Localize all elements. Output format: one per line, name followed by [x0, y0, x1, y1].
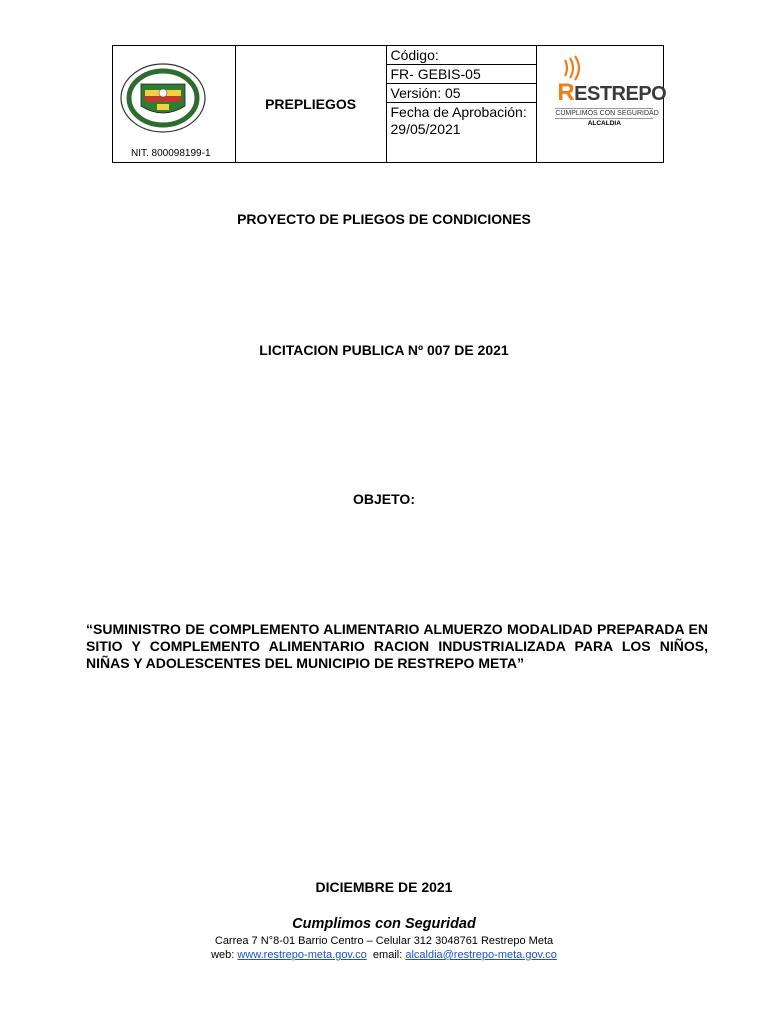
brand-slogan: CUMPLIMOS CON SEGURIDAD: [555, 110, 659, 117]
doc-date: DICIEMBRE DE 2021: [315, 879, 453, 895]
objeto-label: OBJETO:: [353, 491, 415, 507]
licitacion-title: LICITACION PUBLICA Nº 007 DE 2021: [259, 342, 509, 358]
doc-heading: PROYECTO DE PLIEGOS DE CONDICIONES: [237, 211, 531, 227]
footer-contact: [0, 949, 768, 961]
municipal-seal-icon: [119, 60, 209, 136]
web-link[interactable]: www.restrepo-meta.gov.co: [237, 949, 367, 961]
codigo-label: Código:: [387, 46, 537, 65]
doc-info-cell: [386, 46, 537, 163]
email-label: email:: [372, 949, 403, 961]
header-table: [112, 45, 667, 163]
seal-cell: [113, 46, 236, 163]
footer-slogan: Cumplimos con Seguridad: [292, 916, 476, 932]
fecha-value: 29/05/2021: [390, 121, 461, 137]
objeto-text: “SUMINISTRO DE COMPLEMENTO ALIMENTARIO ALMUERZO MODALIDAD PREPARADA EN SITIO Y COMPLEMENTO ALIMENTARIO RACION INDUSTRIALIZADA PARA LOS NIÑOS, NIÑAS Y ADOLESCENTES DEL MUNICIPIO DE RESTREPO META”: [86, 621, 708, 671]
footer-address: Carrea 7 N°8-01 Barrio Centro – Celular 312 3048761 Restrepo Meta: [214, 935, 554, 947]
version-label: Versión: 05: [387, 84, 537, 103]
doc-type-title: PREPLIEGOS: [235, 46, 386, 163]
email-link[interactable]: alcaldia@restrepo-meta.gov.co: [405, 949, 557, 961]
nit-label: NIT. 800098199-1: [131, 148, 211, 159]
codigo-value: FR- GEBIS-05: [387, 65, 537, 84]
fecha-label: Fecha de Aprobación:: [390, 104, 527, 120]
web-label: web:: [211, 949, 235, 961]
brand-name: RESTREPO: [557, 79, 667, 106]
restrepo-logo: [551, 54, 667, 130]
brand-cell: [537, 46, 667, 163]
brand-sub: ALCALDIA: [587, 120, 621, 127]
